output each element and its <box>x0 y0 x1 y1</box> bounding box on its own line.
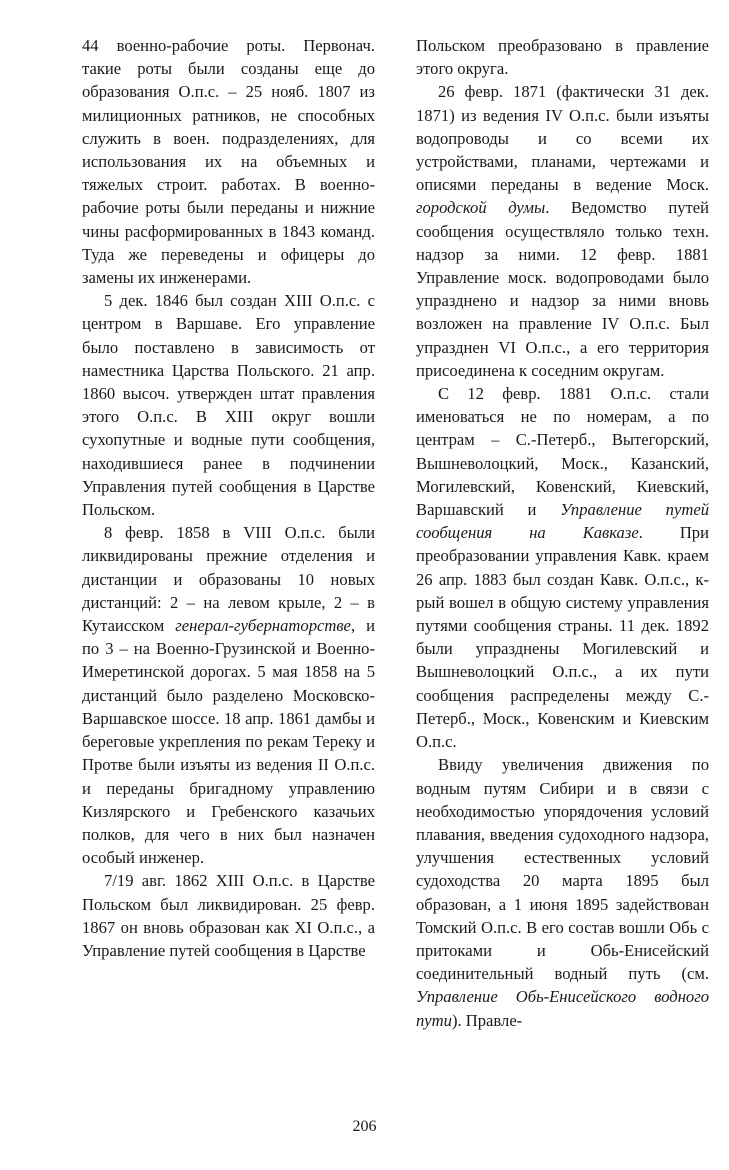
text-run: Ввиду увеличения движения по водным путям Сибири и в связи с необходимостью упорядочения условий плавания, введения судоходного надзора, улучшения естественных условий судоходства 20 марта 1895 был образован, а 1 июня 1895 задействован Томский О.п.с. В его состав вошли Обь с притоками и Обь-Енисейский соединительный водный путь (см. <box>416 755 709 984</box>
paragraph: 5 дек. 1846 был создан XIII О.п.с. с центром в Варшаве. Его управление было поставлено в зависимость от наместника Царства Польского. 21 апр. 1860 высоч. утвержден штат правления этого О.п.с. В XIII округ вошли сухопутные и водные пути сообщения, находившиеся ранее в подчинении Управления путей сообщения в Царстве Польском. <box>82 291 375 520</box>
paragraph <box>416 753 709 1031</box>
left-column <box>82 34 375 962</box>
paragraph <box>82 521 375 869</box>
page-number: 206 <box>352 1118 377 1135</box>
italic-term: генерал-губернаторстве <box>175 616 351 636</box>
paragraph: 7/19 авг. 1862 XIII О.п.с. в Царстве Польском был ликвидирован. 25 февр. 1867 он вновь образован как XI О.п.с., а Управление путей сообщения в Царстве <box>82 871 375 960</box>
right-column <box>416 34 709 1032</box>
text-run: . При преобразовании управления Кавк. краем 26 апр. 1883 был создан Кавк. О.п.с., к-рый вошел в общую систему управления путями сообщения страны. 11 дек. 1892 были упразднены Могилевский и Вышневолоцкий О.п.с., а их пути сообщения распределены между С.-Петерб., Моск., Ковенским и Киевским О.п.с. <box>416 523 709 752</box>
text-run: 8 февр. 1858 в VIII О.п.с. были ликвидированы прежние отделения и дистанции и образованы 10 новых дистанций: 2 – на левом крыле, 2 – в Кутаисском <box>82 523 375 636</box>
text-run: , и по 3 – на Военно-Грузинской и Военно-Имеретинской дорогах. 5 мая 1858 на 5 дистанций было разделено Московско-Варшавское шоссе. 18 апр. 1861 дамбы и береговые укрепления по рекам Тереку и Протве были изъяты из ведения II О.п.с. и переданы бригадному управлению Кизлярского и Гребенского казачьих полков, для чего в них был назначен особый инженер. <box>82 616 375 868</box>
text-run: . Ведомство путей сообщения осуществляло только техн. надзор за ними. 12 февр. 1881 Управление моск. водопроводами было упразднено и надзор за ними вновь возложен на правление IV О.п.с. Был упразднен VI О.п.с., а его территория присоединена к соседним округам. <box>416 198 709 380</box>
italic-term: городской думы <box>416 198 546 218</box>
paragraph: Польском преобразовано в правление этого округа. <box>416 36 709 79</box>
paragraph <box>416 80 709 382</box>
paragraph <box>416 382 709 753</box>
paragraph: 44 военно-рабочие роты. Первонач. такие роты были созданы еще до образования О.п.с. – 25 нояб. 1807 из милиционных ратников, не способных служить в воен. подразделениях, для использования их на объемных и тяжелых строит. работах. В военно-рабочие роты были переданы и нижние чины расформированных в 1843 команд. Туда же переведены и офицеры до замены их инженерами. <box>82 36 375 288</box>
italic-term: Управление Обь-Енисейского водного пути <box>416 987 709 1030</box>
italic-term: Управление путей сообщения на Кавказе <box>416 500 709 543</box>
text-run: ). Правле- <box>451 1010 523 1030</box>
text-run: 26 февр. 1871 (фактически 31 дек. 1871) из ведения IV О.п.с. были изъяты водопроводы и со всеми их устройствами, планами, чертежами и описями переданы в ведение Моск. <box>416 82 709 195</box>
text-run: С 12 февр. 1881 О.п.с. стали именоваться не по номерам, а по центрам – С.-Петерб., Вытегорский, Вышневолоцкий, Моск., Казанский, Могилевский, Ковенский, Киевский, Варшавский и <box>416 384 709 520</box>
